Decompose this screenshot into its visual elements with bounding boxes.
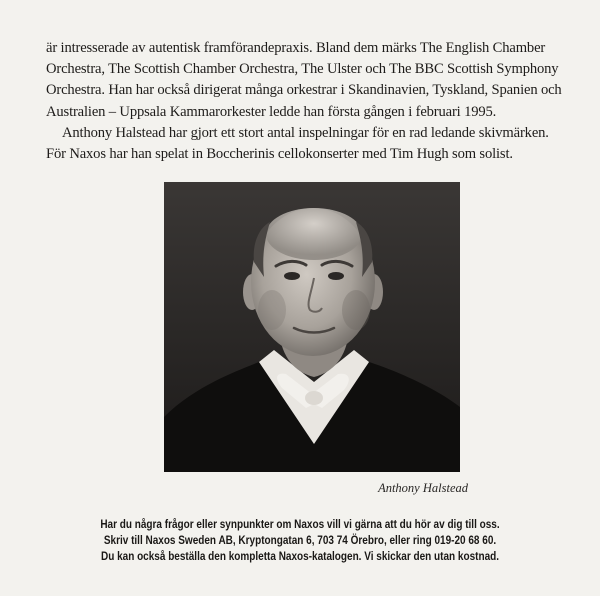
footer-line-3: Du kan också beställa den kompletta Naxos-katalogen. Vi skickar den utan kostnad.	[100, 549, 500, 563]
footer-line-2: Skriv till Naxos Sweden AB, Kryptongatan 6, 703 74 Örebro, eller ring 019-20 68 60.	[103, 533, 497, 547]
portrait-photo	[164, 182, 460, 472]
contact-footer	[87, 516, 513, 564]
portrait-image	[164, 182, 460, 472]
biography-paragraph-1: är intresserade av autentisk framförandepraxis. Bland dem märks The English Chamber Orchestra, The Scottish Chamber Orchestra, The Ulster och The BBC Scottish Symphony Orchestra. Han har också dirigerat många orkestrar i Skandinavien, Tyskland, Spanien och Australien – Uppsala Kammarorkester ledde han första gången i februari 1995.	[46, 40, 562, 120]
biography-paragraph-2: Anthony Halstead har gjort ett stort antal inspelningar för en rad ledande skivmärken. För Naxos har han spelat in Boccherinis cellokonserter med Tim Hugh som solist.	[46, 124, 549, 163]
photo-caption: Anthony Halstead	[378, 481, 468, 495]
biography-text	[46, 38, 562, 165]
footer-line-1: Har du några frågor eller synpunkter om Naxos vill vi gärna att du hör av dig till oss.	[100, 517, 500, 531]
